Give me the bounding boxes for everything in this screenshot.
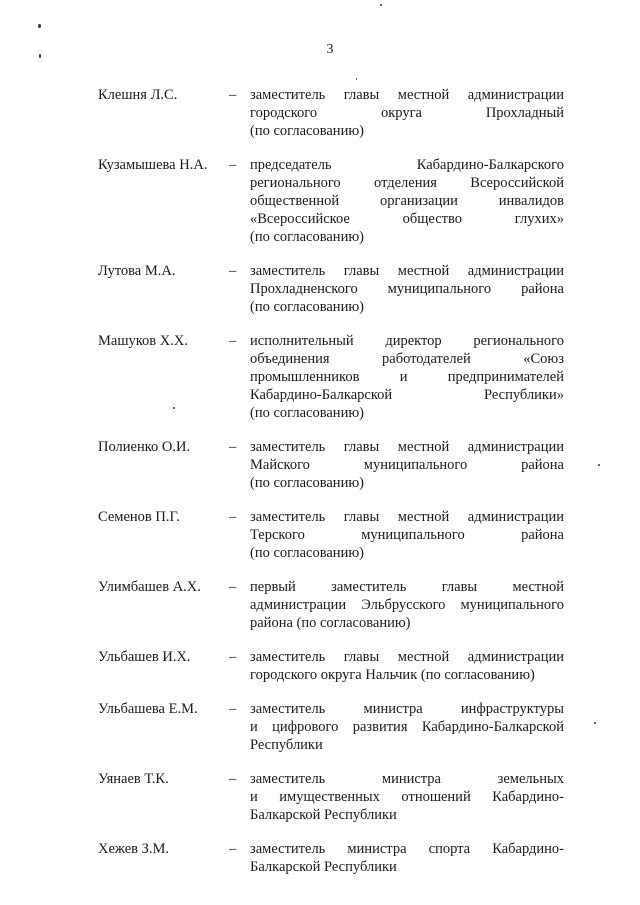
- position-line: заместитель главы местной администрации: [250, 87, 564, 103]
- dash-separator: –: [229, 439, 237, 455]
- position-line: городского округа Нальчик (по согласованию): [250, 667, 535, 683]
- roster-entry: [98, 840, 568, 876]
- dash-separator: –: [229, 87, 237, 103]
- position-line: заместитель главы местной администрации: [250, 439, 564, 455]
- roster-entry: [98, 648, 568, 684]
- roster-entry: [98, 262, 568, 316]
- position-line: (по согласованию): [250, 405, 364, 421]
- person-name: Полиенко О.И.: [98, 439, 191, 455]
- scan-speck: [38, 24, 41, 28]
- position-line: администрации Эльбрусского муниципального: [250, 597, 564, 613]
- position-line: (по согласованию): [250, 545, 364, 561]
- roster-entry: [98, 770, 568, 824]
- member-roster: [98, 86, 568, 892]
- scan-speck: [380, 4, 382, 6]
- page-number: 3: [326, 42, 334, 57]
- position-description: [250, 438, 564, 492]
- person-name: Семенов П.Г.: [98, 509, 180, 525]
- scan-speck: [356, 78, 357, 80]
- dash-separator: –: [229, 157, 237, 173]
- position-line: заместитель министра инфраструктуры: [250, 701, 564, 717]
- person-name: Ульбашева Е.М.: [98, 701, 198, 717]
- position-line: заместитель главы местной администрации: [250, 263, 564, 279]
- person-name: Клешня Л.С.: [98, 87, 178, 103]
- roster-entry: [98, 508, 568, 562]
- position-line: председатель Кабардино-Балкарского: [250, 157, 564, 173]
- roster-entry: [98, 156, 568, 246]
- dash-separator: –: [229, 333, 237, 349]
- position-line: Прохладненского муниципального района: [250, 281, 564, 297]
- position-line: общественной организации инвалидов: [250, 193, 564, 209]
- scan-speck: [598, 464, 600, 466]
- position-line: «Всероссийское общество глухих»: [250, 211, 564, 227]
- position-line: (по согласованию): [250, 229, 364, 245]
- position-line: (по согласованию): [250, 475, 364, 491]
- position-description: [250, 578, 564, 632]
- roster-entry: [98, 438, 568, 492]
- position-line: городского округа Прохладный: [250, 105, 564, 121]
- person-name: Лутова М.А.: [98, 263, 176, 279]
- person-name: Улимбашев А.Х.: [98, 579, 201, 595]
- position-line: первый заместитель главы местной: [250, 579, 564, 595]
- position-description: [250, 262, 564, 316]
- dash-separator: –: [229, 509, 237, 525]
- position-line: объединения работодателей «Союз: [250, 351, 564, 367]
- position-line: Балкарской Республики: [250, 859, 397, 875]
- position-line: (по согласованию): [250, 123, 364, 139]
- position-description: [250, 770, 564, 824]
- roster-entry: [98, 700, 568, 754]
- position-description: [250, 840, 564, 876]
- position-line: Майского муниципального района: [250, 457, 564, 473]
- dash-separator: –: [229, 771, 237, 787]
- position-description: [250, 86, 564, 140]
- position-line: района (по согласованию): [250, 615, 411, 631]
- dash-separator: –: [229, 841, 237, 857]
- position-line: Терского муниципального района: [250, 527, 564, 543]
- person-name: Кузамышева Н.А.: [98, 157, 208, 173]
- position-description: [250, 332, 564, 422]
- position-line: (по согласованию): [250, 299, 364, 315]
- dash-separator: –: [229, 701, 237, 717]
- position-line: заместитель министра земельных: [250, 771, 564, 787]
- position-line: заместитель главы местной администрации: [250, 649, 564, 665]
- position-line: и имущественных отношений Кабардино-: [250, 789, 564, 805]
- position-description: [250, 156, 564, 246]
- person-name: Машуков Х.Х.: [98, 333, 188, 349]
- position-line: Республики: [250, 737, 323, 753]
- position-line: промышленников и предпринимателей: [250, 369, 564, 385]
- dash-separator: –: [229, 579, 237, 595]
- roster-entry: [98, 86, 568, 140]
- position-line: и цифрового развития Кабардино-Балкарской: [250, 719, 564, 735]
- person-name: Уянаев Т.К.: [98, 771, 169, 787]
- person-name: Ульбашев И.Х.: [98, 649, 191, 665]
- roster-entry: [98, 332, 568, 422]
- scan-speck: [594, 722, 596, 724]
- position-line: исполнительный директор регионального: [250, 333, 564, 349]
- position-line: Кабардино-Балкарской Республики»: [250, 387, 564, 403]
- position-line: заместитель министра спорта Кабардино-: [250, 841, 564, 857]
- position-line: Балкарской Республики: [250, 807, 397, 823]
- dash-separator: –: [229, 649, 237, 665]
- roster-entry: [98, 578, 568, 632]
- position-line: заместитель главы местной администрации: [250, 509, 564, 525]
- dash-separator: –: [229, 263, 237, 279]
- position-line: регионального отделения Всероссийской: [250, 175, 564, 191]
- position-description: [250, 700, 564, 754]
- position-description: [250, 508, 564, 562]
- position-description: [250, 648, 564, 684]
- person-name: Хежев З.М.: [98, 841, 170, 857]
